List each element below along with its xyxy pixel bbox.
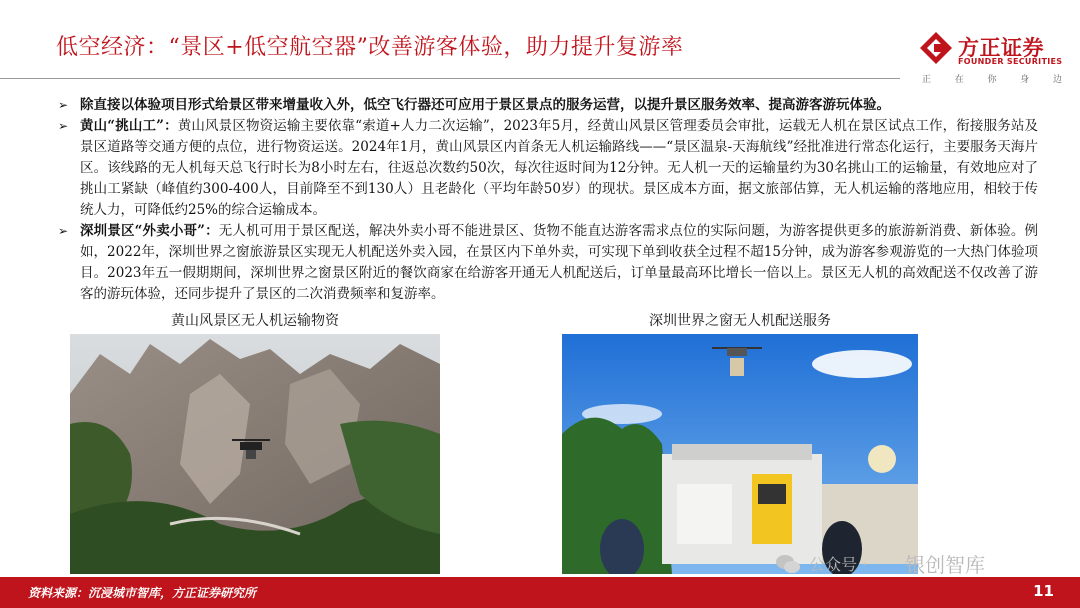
- slogan-char: 身: [1020, 75, 1030, 85]
- bullet-item-intro: [58, 95, 1038, 116]
- brand-logo: [918, 30, 1068, 86]
- arrow-bullet-icon: ➢: [58, 119, 69, 133]
- watermark-text-1: 公众号 ·: [809, 555, 868, 574]
- bullet-body-text: 无人机可用于景区配送，解决外卖小哥不能进景区、货物不能直达游客需求点位的实际问题，为游客提供更多的旅游新消费、新体验。例如，2022年，深圳世界之窗旅游景区实现无人机配送外卖入园，在景区内下单外卖，可实现下单到收获全过程不超15分钟，成为游客参观游览的一大热门体验项目。2023年五一假期期间，深圳世界之窗景区附近的餐饮商家在给游客开通无人机配送后，订单量最高环比增长一倍以上。景区无人机的高效配送不仅改善了游客的游玩体验，还同步提升了景区的二次消费频率和复游率。: [80, 223, 1039, 302]
- page-number: 11: [1033, 582, 1054, 600]
- bullet-item-huangshan: [58, 116, 1038, 221]
- watermark-text-2: 银创智库: [905, 553, 986, 577]
- bullet-bold-text: 黄山“挑山工”：: [80, 118, 178, 134]
- caption-huangshan: 黄山风景区无人机运输物资: [171, 313, 339, 329]
- slogan-char: 边: [1052, 75, 1062, 85]
- bullet-item-shenzhen: [58, 221, 1038, 305]
- huangshan-drone-photo: [70, 334, 440, 574]
- founder-logo-icon: [918, 30, 954, 66]
- watermark: [775, 549, 985, 578]
- slogan-char: 正: [922, 75, 932, 85]
- page-title: 低空经济：“景区+低空航空器”改善游客体验，助力提升复游率: [56, 35, 684, 60]
- bullet-bold-text: 除直接以体验项目形式给景区带来增量收入外，低空飞行器还可应用于景区景点的服务运营，以提升景区服务效率、提高游客游玩体验。: [80, 97, 890, 113]
- title-divider: [0, 78, 900, 79]
- slogan-char: 你: [987, 75, 997, 85]
- bullet-body-text: 黄山风景区物资运输主要依靠“索道+人力二次运输”，2023年5月，经黄山风景区管理委员会审批，运载无人机在景区试点工作，衔接服务站及景区道路等交通方便的点位，进行物资运送。2024年1月，黄山风景区内首条无人机运输路线——“景区温泉-天海航线”经批准进行常态化运行，主要服务天海片区。该线路的无人机每天总飞行时长为8小时左右，往返总次数约50次，每次往返时间为12分钟。无人机一天的运输量约为30名挑山工的运输量，有效地应对了挑山工紧缺（峰值约300-400人，目前降至不到130人）且老龄化（平均年龄50岁）的现状。景区成本方面，据文旅部估算，无人机运输的落地应用，相较于传统人力，可降低约25%的综合运输成本。: [80, 118, 1039, 218]
- arrow-bullet-icon: ➢: [58, 224, 69, 238]
- arrow-bullet-icon: ➢: [58, 98, 69, 112]
- logo-name-en: FOUNDER SECURITIES: [958, 57, 1063, 66]
- bullet-bold-text: 深圳景区“外卖小哥”：: [80, 223, 219, 239]
- logo-name-cn: 方正证券: [958, 36, 1044, 60]
- wechat-icon: [775, 551, 801, 577]
- caption-shenzhen: 深圳世界之窗无人机配送服务: [649, 313, 831, 329]
- bullet-list: [58, 95, 1038, 305]
- source-note: 资料来源：沉浸城市智库，方正证券研究所: [28, 586, 257, 600]
- slogan-char: 在: [954, 75, 964, 85]
- shenzhen-drone-photo: [562, 334, 918, 574]
- logo-slogan: [922, 72, 1062, 85]
